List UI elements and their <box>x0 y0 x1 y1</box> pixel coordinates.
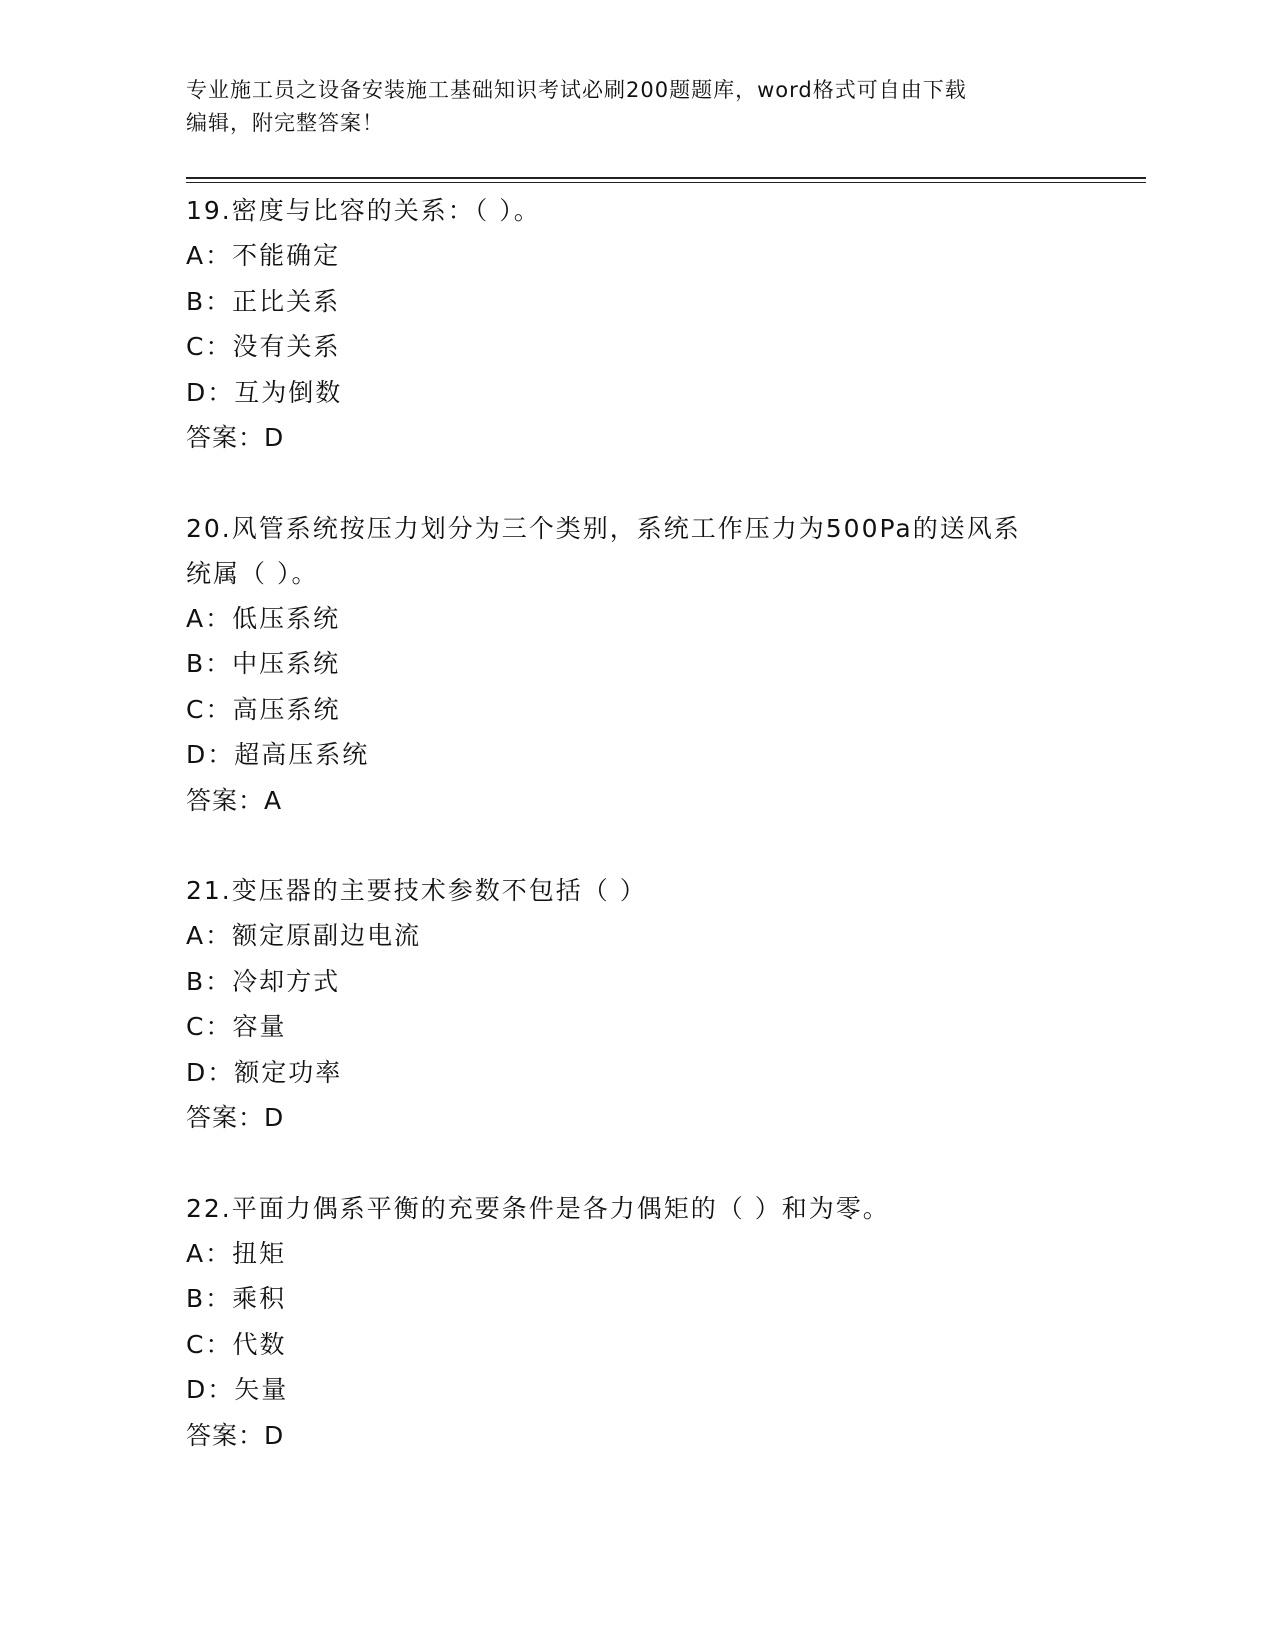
option-c: C：容量 <box>186 1012 287 1041</box>
option-d: D：互为倒数 <box>186 377 343 407</box>
option-d: D：矢量 <box>186 1375 289 1404</box>
option-d: D：超高压系统 <box>186 740 370 769</box>
option-c: C：代数 <box>186 1329 287 1359</box>
option-a: A：额定原副边电流 <box>186 921 422 950</box>
question-22 <box>186 1186 1086 1459</box>
header-divider-thick <box>186 177 1146 179</box>
question-21 <box>186 868 1086 1141</box>
document-header <box>186 74 1086 140</box>
question-stem-continued: 统属（ ）。 <box>186 558 319 588</box>
option-b: B：正比关系 <box>186 286 341 316</box>
header-line-1: 专业施工员之设备安装施工基础知识考试必刷200题题库，word格式可自由下载 <box>186 78 967 102</box>
option-c: C：没有关系 <box>186 332 341 361</box>
option-b: B：乘积 <box>186 1284 287 1313</box>
option-b: B：冷却方式 <box>186 966 341 996</box>
answer-line: 答案：D <box>186 423 285 452</box>
answer-line: 答案：A <box>186 785 283 815</box>
option-d: D：额定功率 <box>186 1057 343 1087</box>
option-a: A：低压系统 <box>186 603 341 633</box>
header-divider-thin <box>186 182 1146 183</box>
question-stem: 21.变压器的主要技术参数不包括（ ） <box>186 876 647 905</box>
question-stem: 22.平面力偶系平衡的充要条件是各力偶矩的（ ）和为零。 <box>186 1193 890 1223</box>
option-a: A：不能确定 <box>186 241 341 270</box>
question-20 <box>186 506 1086 824</box>
question-19 <box>186 188 1086 461</box>
answer-line: 答案：D <box>186 1420 285 1450</box>
option-c: C：高压系统 <box>186 694 341 724</box>
question-stem: 19.密度与比容的关系：（ ）。 <box>186 196 541 225</box>
answer-line: 答案：D <box>186 1103 285 1132</box>
option-a: A：扭矩 <box>186 1238 287 1268</box>
header-line-2: 编辑，附完整答案！ <box>186 111 384 135</box>
option-b: B：中压系统 <box>186 649 341 678</box>
question-list <box>186 188 1086 1458</box>
question-stem: 20.风管系统按压力划分为三个类别，系统工作压力为500Pa的送风系 <box>186 513 1021 543</box>
